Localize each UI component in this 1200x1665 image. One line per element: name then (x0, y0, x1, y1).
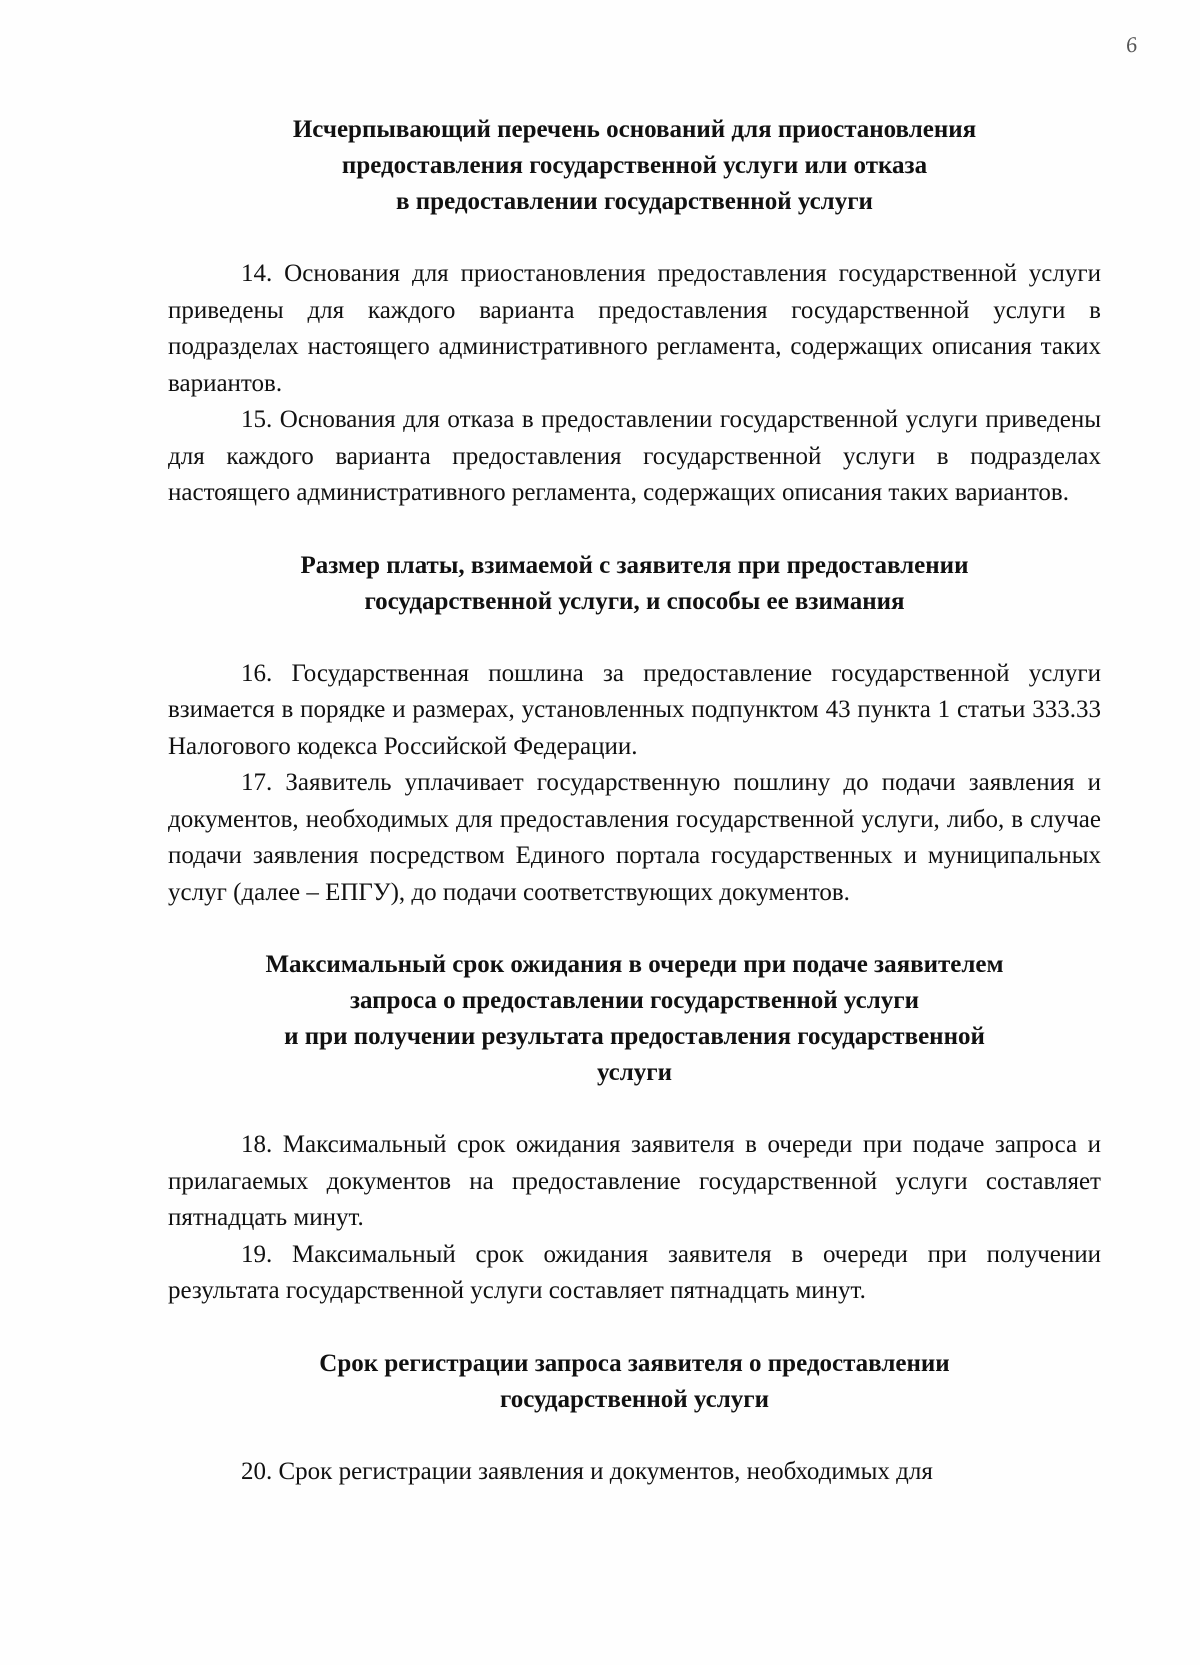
paragraph-19: 19. Максимальный срок ожидания заявителя в очереди при получении результата государственной услуги составляет пятнадцать минут. (168, 1240, 1101, 1304)
paragraph-18: 18. Максимальный срок ожидания заявителя в очереди при подаче запроса и прилагаемых документов на предоставление государственной услуги составляет пятнадцать минут. (168, 1131, 1101, 1231)
heading-line: Размер платы, взимаемой с заявителя при предоставлении (300, 551, 969, 579)
heading-line: государственной услуги, и способы ее взимания (364, 587, 905, 615)
paragraph-20: 20. Срок регистрации заявления и документов, необходимых для (241, 1457, 933, 1485)
section-heading (168, 548, 1101, 620)
section-queue-waiting-time (168, 947, 1101, 1310)
heading-line: и при получении результата предоставления государственной (284, 1023, 985, 1050)
heading-line: запроса о предоставлении государственной услуги (349, 987, 920, 1014)
section-heading (168, 947, 1101, 1091)
heading-line: услуги (596, 1059, 673, 1086)
heading-line: Срок регистрации запроса заявителя о предоставлении (319, 1349, 950, 1377)
section-suspension-refusal-grounds (168, 112, 1101, 512)
heading-line: государственной услуги (499, 1385, 770, 1413)
paragraph-15: 15. Основания для отказа в предоставлении государственной услуги приведены для каждого варианта предоставления государственной услуги в подразделах настоящего административного регламента, содержащих описания таких вариантов. (168, 406, 1101, 506)
paragraph-16: 16. Государственная пошлина за предоставление государственной услуги взимается в порядке и размерах, установленных подпунктом 43 пункта 1 статьи 333.33 Налогового кодекса Российской Федерации. (168, 659, 1101, 760)
document-body (168, 112, 1101, 1490)
heading-line: в предоставлении государственной услуги (396, 188, 873, 215)
section-fee-amount (168, 548, 1101, 912)
heading-line: предоставления государственной услуги или отказа (341, 152, 928, 179)
heading-line: Исчерпывающий перечень оснований для приостановления (292, 116, 977, 143)
section-registration-term (168, 1346, 1101, 1491)
section-heading (168, 112, 1101, 220)
page-number: 6 (1124, 31, 1139, 58)
paragraph-14: 14. Основания для приостановления предоставления государственной услуги приведены для каждого варианта предоставления государственной услуги в подразделах настоящего административного регламента, содержащих описания таких вариантов. (168, 260, 1101, 397)
heading-line: Максимальный срок ожидания в очереди при подаче заявителем (265, 951, 1004, 978)
section-heading (168, 1346, 1101, 1418)
paragraph-17: 17. Заявитель уплачивает государственную пошлину до подачи заявления и документов, необходимых для предоставления государственной услуги, либо, в случае подачи заявления посредством Единого портала государственных и муниципальных услуг (далее – ЕПГУ), до подачи соответствующих документов. (168, 769, 1101, 906)
